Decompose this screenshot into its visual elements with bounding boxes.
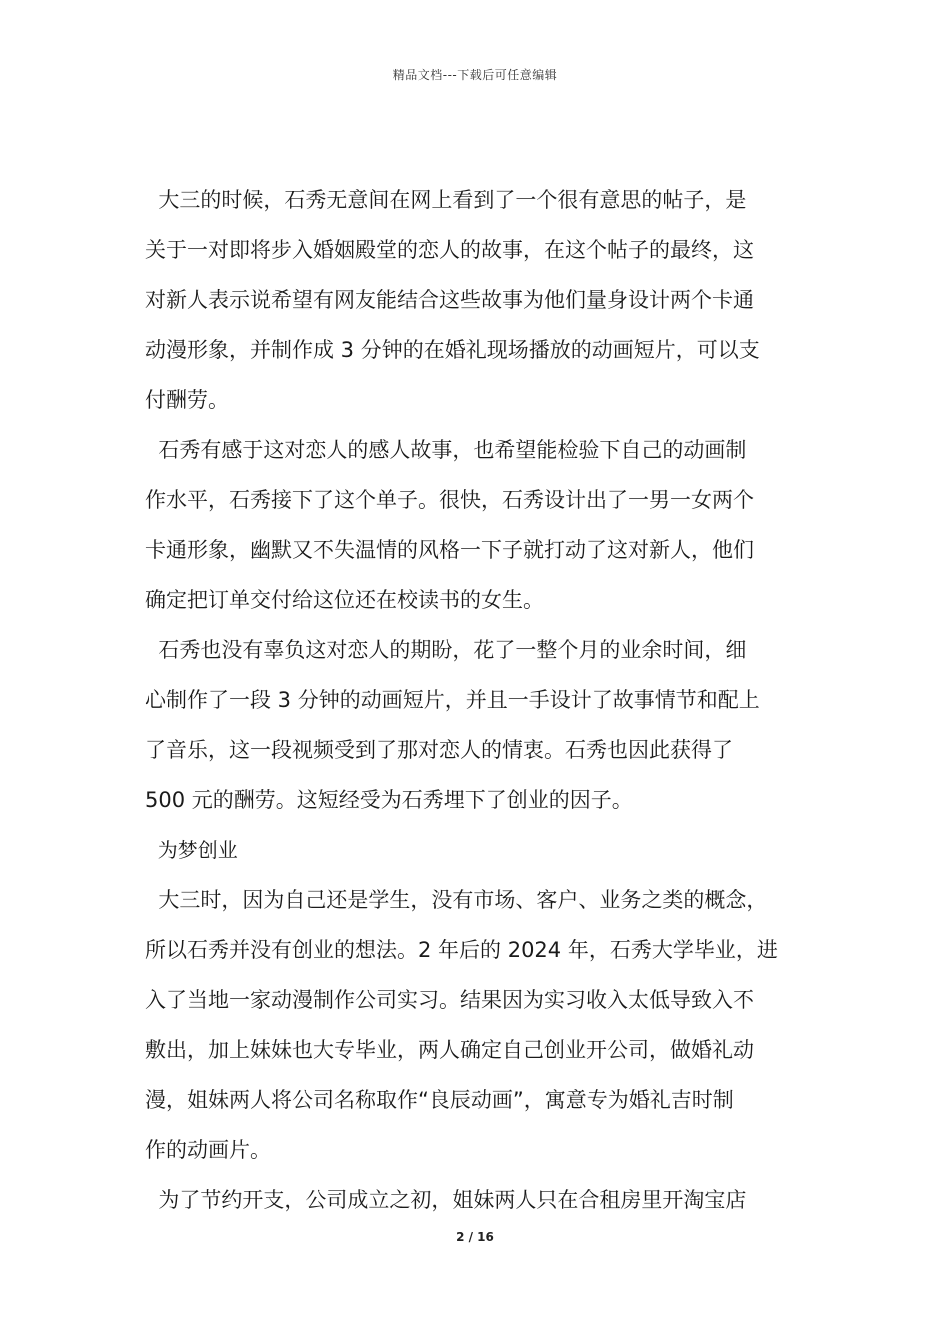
body-line: 作的动画片。 [145, 1138, 271, 1162]
body-line: 石秀有感于这对恋人的感人故事，也希望能检验下自己的动画制 [145, 438, 747, 462]
body-line: 动漫形象，并制作成 3 分钟的在婚礼现场播放的动画短片，可以支 [145, 338, 760, 362]
body-line: 心制作了一段 3 分钟的动画短片，并且一手设计了故事情节和配上 [145, 688, 760, 712]
body-line: 漫，姐妹两人将公司名称取作“良辰动画”，寓意专为婚礼吉时制 [145, 1088, 734, 1112]
body-line: 敷出，加上妹妹也大专毕业，两人确定自己创业开公司，做婚礼动 [145, 1038, 754, 1062]
body-line: 了音乐，这一段视频受到了那对恋人的情衷。石秀也因此获得了 [145, 738, 733, 762]
body-line: 所以石秀并没有创业的想法。2 年后的 2024 年，石秀大学毕业，进 [145, 938, 778, 962]
body-line: 500 元的酬劳。这短经受为石秀埋下了创业的因子。 [145, 788, 633, 812]
body-line: 对新人表示说希望有网友能结合这些故事为他们量身设计两个卡通 [145, 288, 754, 312]
body-line: 石秀也没有辜负这对恋人的期盼，花了一整个月的业余时间，细 [145, 638, 747, 662]
body-line: 卡通形象，幽默又不失温情的风格一下子就打动了这对新人，他们 [145, 538, 754, 562]
body-line: 关于一对即将步入婚姻殿堂的恋人的故事，在这个帖子的最终，这 [145, 238, 754, 262]
body-line: 入了当地一家动漫制作公司实习。结果因为实习收入太低导致入不 [145, 988, 754, 1012]
section-heading: 为梦创业 [145, 838, 238, 862]
body-line: 确定把订单交付给这位还在校读书的女生。 [145, 588, 544, 612]
body-line: 为了节约开支，公司成立之初，姐妹两人只在合租房里开淘宝店 [145, 1188, 747, 1212]
body-line: 付酬劳。 [145, 388, 229, 412]
body-line: 大三时，因为自己还是学生，没有市场、客户、业务之类的概念， [145, 888, 768, 912]
page-number: 2 / 16 [456, 1230, 494, 1244]
page-header: 精品文档---下载后可任意编辑 [392, 68, 558, 82]
body-line: 大三的时候，石秀无意间在网上看到了一个很有意思的帖子，是 [145, 188, 747, 212]
body-line: 作水平，石秀接下了这个单子。很快，石秀设计出了一男一女两个 [145, 488, 754, 512]
document-body [145, 178, 825, 1228]
